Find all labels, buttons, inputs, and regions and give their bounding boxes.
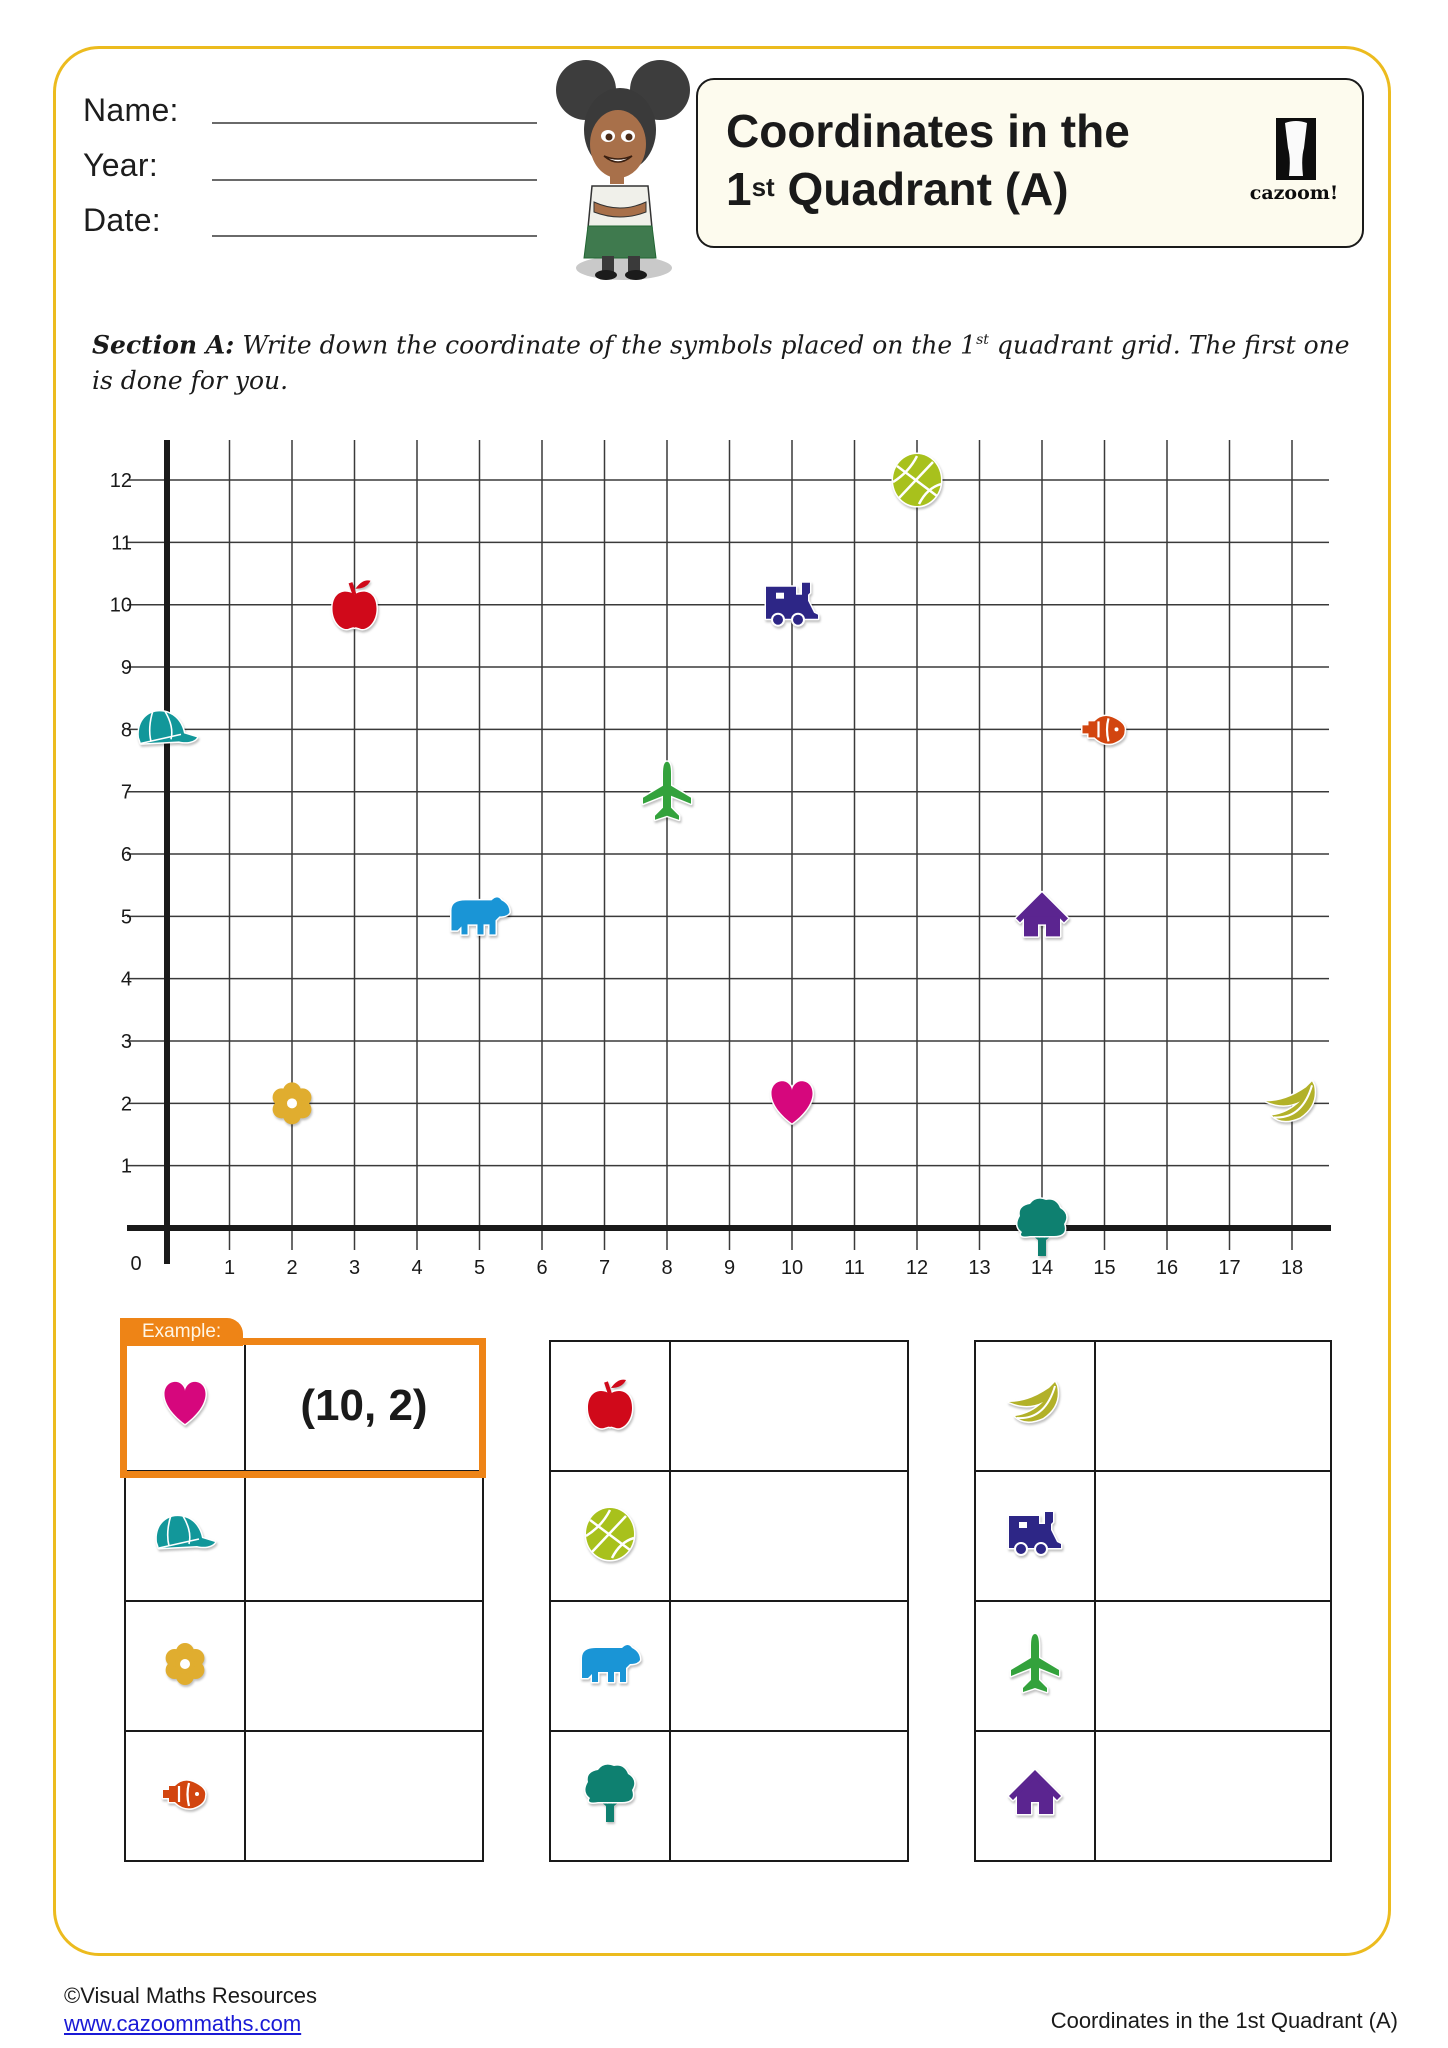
x-tick-label: 18 bbox=[1280, 1257, 1304, 1279]
x-tick-label: 17 bbox=[1218, 1257, 1241, 1279]
tree-icon bbox=[1017, 1199, 1066, 1256]
answer-field[interactable] bbox=[1095, 1601, 1331, 1731]
symbol-cell bbox=[550, 1601, 670, 1731]
y-tick-label: 4 bbox=[120, 968, 132, 991]
answer-field[interactable] bbox=[670, 1341, 908, 1471]
x-tick-label: 14 bbox=[1030, 1257, 1054, 1279]
flower-icon bbox=[273, 1082, 312, 1124]
x-tick-label: 11 bbox=[844, 1257, 865, 1279]
fish-icon bbox=[145, 1754, 225, 1834]
heart-icon bbox=[772, 1081, 813, 1123]
table-row bbox=[975, 1341, 1331, 1471]
answer-field[interactable] bbox=[245, 1471, 483, 1601]
logo-text: cazoom! bbox=[1249, 182, 1339, 204]
banana-icon bbox=[995, 1364, 1075, 1444]
x-tick-label: 3 bbox=[348, 1257, 361, 1279]
answer-field[interactable] bbox=[1095, 1471, 1331, 1601]
example-label: Example: bbox=[120, 1318, 243, 1346]
x-tick-label: 6 bbox=[536, 1257, 548, 1279]
answer-table-3 bbox=[974, 1340, 1332, 1862]
answer-field[interactable] bbox=[245, 1601, 483, 1731]
y-tick-label: 8 bbox=[120, 719, 132, 742]
copyright-text: ©Visual Maths Resources bbox=[64, 1983, 318, 2008]
answer-field[interactable] bbox=[670, 1471, 908, 1601]
y-tick-label: 10 bbox=[109, 594, 132, 617]
table-row bbox=[550, 1471, 908, 1601]
title-line-1: Coordinates in the bbox=[726, 105, 1130, 157]
apple-icon bbox=[570, 1364, 650, 1444]
x-tick-label: 13 bbox=[968, 1257, 991, 1279]
table-row bbox=[125, 1731, 483, 1861]
answer-table-1 bbox=[124, 1340, 484, 1862]
y-tick-label: 5 bbox=[120, 906, 132, 929]
footer-left bbox=[64, 1982, 317, 2038]
table-row bbox=[975, 1601, 1331, 1731]
table-row bbox=[975, 1471, 1331, 1601]
bear-icon bbox=[452, 897, 510, 934]
ball-icon bbox=[570, 1494, 650, 1574]
tree-icon bbox=[570, 1754, 650, 1834]
title-ordinal-number: 1 bbox=[726, 163, 752, 215]
y-tick-label: 9 bbox=[120, 657, 132, 680]
title-rest: Quadrant (A) bbox=[774, 163, 1069, 215]
symbol-cell bbox=[550, 1341, 670, 1471]
year-label: Year: bbox=[83, 147, 159, 183]
table-row bbox=[550, 1341, 908, 1471]
symbol-cell bbox=[550, 1731, 670, 1861]
train-icon bbox=[766, 583, 818, 626]
origin-label: 0 bbox=[130, 1253, 142, 1275]
instructions-text-2: quadrant grid. The first one is done for you. bbox=[92, 330, 1358, 396]
x-tick-label: 15 bbox=[1093, 1257, 1116, 1279]
symbol-cell bbox=[975, 1731, 1095, 1861]
instructions-text: Write down the coordinate of the symbols placed on the 1 bbox=[234, 330, 977, 360]
table-row bbox=[125, 1471, 483, 1601]
symbol-cell bbox=[125, 1601, 245, 1731]
house-icon bbox=[995, 1754, 1075, 1834]
x-tick-label: 1 bbox=[223, 1257, 236, 1279]
table-row bbox=[550, 1731, 908, 1861]
footer-page-title: Coordinates in the 1st Quadrant (A) bbox=[1050, 2008, 1398, 2033]
website-link[interactable]: www.cazoommaths.com bbox=[64, 2011, 302, 2036]
x-tick-label: 7 bbox=[598, 1257, 611, 1279]
symbol-cell bbox=[125, 1731, 245, 1861]
plane-icon bbox=[643, 762, 691, 820]
x-tick-label: 4 bbox=[411, 1257, 423, 1279]
train-icon bbox=[995, 1494, 1075, 1574]
x-tick-label: 16 bbox=[1155, 1257, 1179, 1279]
heart-icon bbox=[145, 1364, 225, 1444]
title-ordinal-suffix: st bbox=[751, 172, 775, 202]
x-tick-label: 10 bbox=[780, 1257, 804, 1279]
flower-icon bbox=[145, 1624, 225, 1704]
date-label: Date: bbox=[83, 202, 161, 238]
table-row bbox=[550, 1601, 908, 1731]
fish-icon bbox=[1083, 716, 1125, 744]
symbol-cell bbox=[975, 1471, 1095, 1601]
answer-field[interactable] bbox=[1095, 1341, 1331, 1471]
cap-icon bbox=[139, 710, 197, 743]
instructions-ordinal-suffix: st bbox=[976, 332, 989, 348]
section-label: Section A: bbox=[92, 330, 235, 360]
name-label: Name: bbox=[83, 92, 179, 128]
y-tick-label: 11 bbox=[111, 532, 132, 555]
x-tick-label: 9 bbox=[723, 1257, 736, 1279]
answer-field[interactable] bbox=[670, 1601, 908, 1731]
table-row bbox=[125, 1601, 483, 1731]
y-tick-label: 1 bbox=[120, 1155, 132, 1178]
plane-icon bbox=[995, 1624, 1075, 1704]
x-tick-label: 12 bbox=[905, 1257, 929, 1279]
symbol-cell bbox=[125, 1471, 245, 1601]
y-tick-label: 7 bbox=[120, 781, 132, 804]
x-tick-label: 2 bbox=[286, 1257, 298, 1279]
ball-icon bbox=[893, 454, 941, 506]
y-tick-label: 3 bbox=[120, 1031, 132, 1054]
answer-field[interactable] bbox=[1095, 1731, 1331, 1861]
example-answer: (10, 2) bbox=[245, 1341, 483, 1471]
example-row bbox=[125, 1341, 483, 1471]
banana-icon bbox=[1266, 1081, 1315, 1121]
x-tick-label: 5 bbox=[473, 1257, 486, 1279]
answer-table-2 bbox=[549, 1340, 909, 1862]
x-tick-label: 8 bbox=[661, 1257, 673, 1279]
y-tick-label: 2 bbox=[120, 1093, 132, 1116]
y-tick-label: 12 bbox=[109, 470, 132, 493]
symbol-cell bbox=[550, 1471, 670, 1601]
symbol-cell bbox=[125, 1341, 245, 1471]
symbol-cell bbox=[975, 1601, 1095, 1731]
y-tick-label: 6 bbox=[120, 844, 132, 867]
symbol-cell bbox=[975, 1341, 1095, 1471]
table-row bbox=[975, 1731, 1331, 1861]
cap-icon bbox=[145, 1494, 225, 1574]
bear-icon bbox=[570, 1624, 650, 1704]
answer-field[interactable] bbox=[245, 1731, 483, 1861]
answer-field[interactable] bbox=[670, 1731, 908, 1861]
